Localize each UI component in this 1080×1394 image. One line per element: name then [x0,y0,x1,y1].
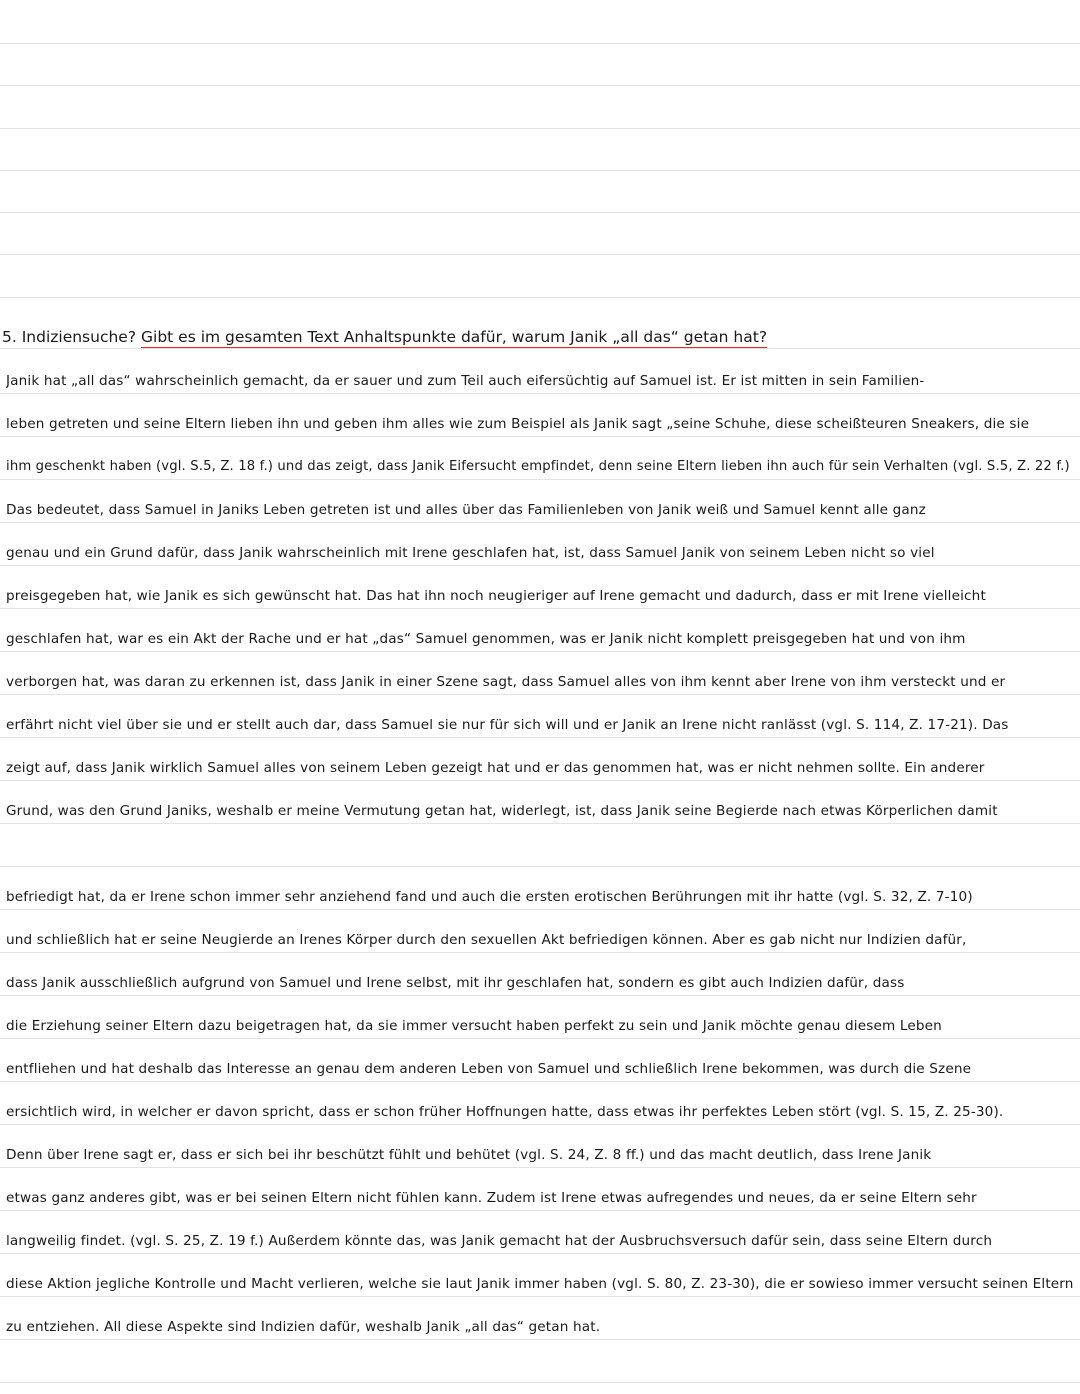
ruled-line [0,1296,1080,1297]
handwritten-line: verborgen hat, was daran zu erkennen ist, dass Janik in einer Szene sagt, dass Samuel alles von ihm kennt aber Irene von ihm versteckt und er [6,674,1006,690]
ruled-line [0,823,1080,824]
ruled-line [0,348,1080,349]
handwritten-line: Janik hat „all das“ wahrscheinlich gemacht, da er sauer und zum Teil auch eifersüchtig auf Samuel ist. Er ist mitten in sein Familien- [6,373,925,389]
handwritten-line: Denn über Irene sagt er, dass er sich bei ihr beschützt fühlt und behütet (vgl. S. 24, Z. 8 ff.) und das macht deutlich, dass Irene Janik [6,1147,932,1163]
handwritten-line: Grund, was den Grund Janiks, weshalb er meine Vermutung getan hat, widerlegt, ist, dass Janik seine Begierde nach etwas Körperlichen damit [6,803,998,819]
ruled-line [0,436,1080,437]
ruled-line [0,1339,1080,1340]
handwritten-line: geschlafen hat, war es ein Akt der Rache und er hat „das“ Samuel genommen, was er Janik nicht komplett preisgegeben hat und von ihm [6,631,966,647]
ruled-line [0,995,1080,996]
ruled-line [0,694,1080,695]
ruled-line [0,1382,1080,1383]
ruled-line [0,1253,1080,1254]
ruled-line [0,1081,1080,1082]
handwritten-line: erfährt nicht viel über sie und er stellt auch dar, dass Samuel sie nur für sich will und er Janik an Irene nicht ranlässt (vgl. S. 114, Z. 17-21). Das [6,717,1009,733]
handwritten-line: genau und ein Grund dafür, dass Janik wahrscheinlich mit Irene geschlafen hat, ist, dass Samuel Janik von seinem Leben nicht so viel [6,545,935,561]
ruled-line [0,43,1080,44]
ruled-line [0,85,1080,86]
ruled-line [0,128,1080,129]
handwritten-line: ihm geschenkt haben (vgl. S.5, Z. 18 f.) und das zeigt, dass Janik Eifersucht empfindet, denn seine Eltern lieben ihn auch für sein Verhalten (vgl. S.5, Z. 22 f.) [6,459,1070,474]
ruled-line [0,1038,1080,1039]
handwritten-line: leben getreten und seine Eltern lieben ihn und geben ihm alles wie zum Beispiel als Janik sagt „seine Schuhe, diese scheißteuren Sneakers, die sie [6,416,1030,432]
task-question: Gibt es im gesamten Text Anhaltspunkte dafür, warum Janik „all das“ getan hat? [141,328,768,346]
ruled-line [0,1124,1080,1125]
ruled-line [0,522,1080,523]
task-heading [2,326,767,348]
handwritten-line: entfliehen und hat deshalb das Interesse an genau dem anderen Leben von Samuel und schließlich Irene bekommen, was durch die Szene [6,1061,972,1077]
handwritten-line: dass Janik ausschließlich aufgrund von Samuel und Irene selbst, mit ihr geschlafen hat, sondern es gibt auch Indizien dafür, dass [6,975,905,991]
ruled-line [0,1210,1080,1211]
ruled-line [0,1167,1080,1168]
handwritten-line: diese Aktion jegliche Kontrolle und Macht verlieren, welche sie laut Janik immer haben (vgl. S. 80, Z. 23-30), die er sowieso immer versucht seinen Eltern [6,1276,1074,1292]
ruled-line [0,393,1080,394]
ruled-line [0,952,1080,953]
ruled-line [0,866,1080,867]
ruled-line [0,212,1080,213]
ruled-line [0,170,1080,171]
handwritten-line: die Erziehung seiner Eltern dazu beigetragen hat, da sie immer versucht haben perfekt zu sein und Janik möchte genau diesem Leben [6,1018,942,1034]
ruled-line [0,297,1080,298]
ruled-line [0,254,1080,255]
ruled-line [0,909,1080,910]
handwritten-line: und schließlich hat er seine Neugierde an Irenes Körper durch den sexuellen Akt befriedigen können. Aber es gab nicht nur Indizien dafür, [6,932,967,948]
handwritten-line: langweilig findet. (vgl. S. 25, Z. 19 f.) Außerdem könnte das, was Janik gemacht hat der Ausbruchsversuch dafür sein, dass seine Eltern durch [6,1233,993,1249]
handwritten-line: preisgegeben hat, wie Janik es sich gewünscht hat. Das hat ihn noch neugieriger auf Irene gemacht und dadurch, dass er mit Irene vielleicht [6,588,986,604]
ruled-line [0,780,1080,781]
handwritten-line: befriedigt hat, da er Irene schon immer sehr anziehend fand und auch die ersten erotischen Berührungen mit ihr hatte (vgl. S. 32, Z. 7-10) [6,889,973,905]
handwritten-line: zeigt auf, dass Janik wirklich Samuel alles von seinem Leben gezeigt hat und er das genommen hat, was er nicht nehmen sollte. Ein anderer [6,760,985,776]
handwritten-line: Das bedeutet, dass Samuel in Janiks Leben getreten ist und alles über das Familienleben von Janik weiß und Samuel kennt alle ganz [6,502,926,518]
handwritten-line: ersichtlich wird, in welcher er davon spricht, dass er schon früher Hoffnungen hatte, dass etwas ihr perfektes Leben stört (vgl. S. 15, Z. 25-30). [6,1104,1004,1120]
ruled-line [0,651,1080,652]
ruled-line [0,479,1080,480]
task-mark: ? [127,328,137,346]
ruled-line [0,737,1080,738]
task-number: 5. Indiziensuche [2,328,128,346]
handwritten-line: zu entziehen. All diese Aspekte sind Indizien dafür, weshalb Janik „all das“ getan hat. [6,1319,601,1335]
handwritten-line: etwas ganz anderes gibt, was er bei seinen Eltern nicht fühlen kann. Zudem ist Irene etwas aufregendes und neues, da er seine Eltern sehr [6,1190,977,1206]
ruled-line [0,608,1080,609]
ruled-line [0,565,1080,566]
